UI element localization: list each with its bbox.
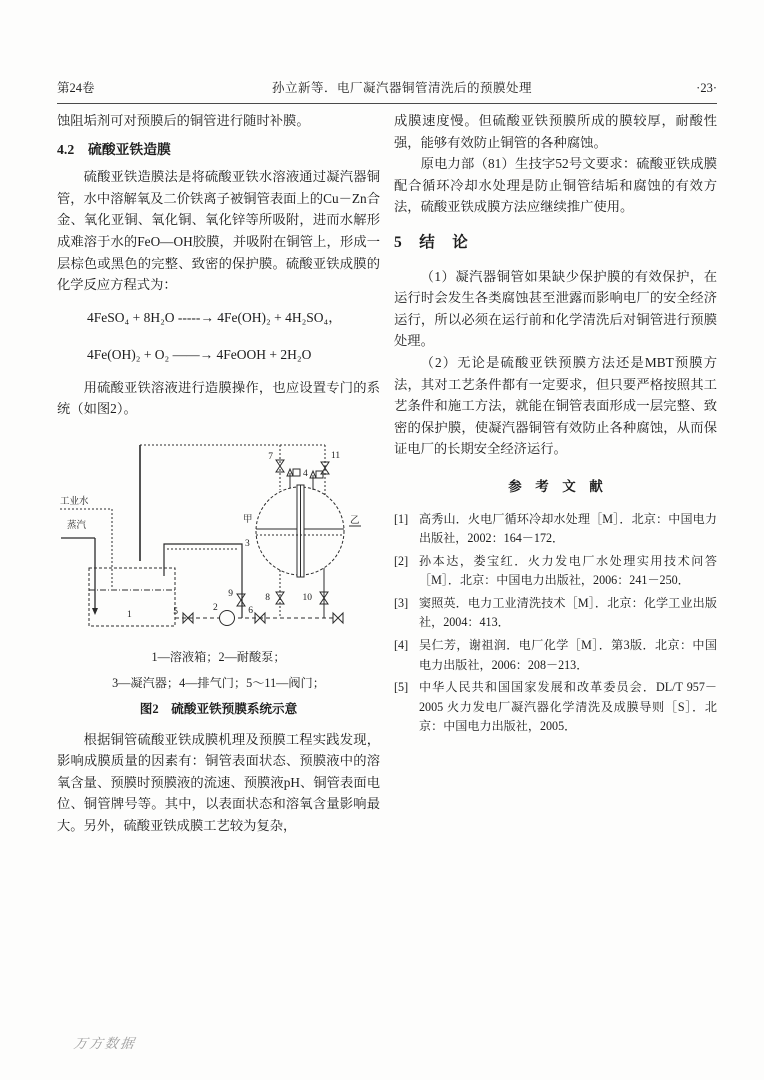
figure-legend-line2: 3—凝汽器；4—排气门；5～11—阀门； xyxy=(112,675,325,690)
label-valve-7: 7 xyxy=(268,451,273,462)
section-heading-4-2: 4.2 硫酸亚铁造膜 xyxy=(57,141,171,157)
left-paragraph-3: 根据铜管硫酸亚铁成膜机理及预膜工程实践发现，影响成膜质量的因素有：铜管表面状态、预膜液中的溶氧含量、预膜时预膜液的流速、预膜液pH、铜管表面电位、铜管牌号等。其中，以表面状态和溶氧含量影响最大。另外，硫酸亚铁成膜工艺较为复杂， xyxy=(57,731,380,833)
valve-9-icon xyxy=(237,594,245,606)
reference-item-4 xyxy=(394,636,717,675)
reference-item-1 xyxy=(394,510,717,549)
two-column-body xyxy=(57,110,717,837)
page-number: ·23· xyxy=(696,81,717,95)
reference-text: 孙本达，娄宝红．火力发电厂水处理实用技术问答［M］．北京：中国电力出版社，2006：241－250． xyxy=(419,553,717,588)
label-steam: 蒸汽 xyxy=(67,520,87,531)
pump-icon xyxy=(220,610,235,625)
vent-box-left-icon xyxy=(293,469,300,476)
running-title: 孙立新等．电厂凝汽器铜管清洗后的预膜处理 xyxy=(271,81,532,95)
label-side-b: 乙 xyxy=(350,515,360,526)
label-pump-2: 2 xyxy=(213,602,218,613)
left-paragraph-2: 用硫酸亚铁溶液进行造膜操作，也应设置专门的系统（如图2）。 xyxy=(57,379,380,417)
right-paragraph-1: 成膜速度慢。但硫酸亚铁预膜所成的膜较厚，耐酸性强，能够有效防止铜管的各种腐蚀。 xyxy=(394,113,717,150)
equation-2: 4Fe(OH)₂ + O₂ ——→ 4FeOOH + 2H₂O xyxy=(87,346,312,362)
label-valve-5: 5 xyxy=(173,606,178,617)
label-side-a: 甲 xyxy=(243,514,253,525)
solution-tank xyxy=(89,568,175,626)
reference-text: 吴仁芳，谢祖润．电厂化学［M］．第3版．北京：中国电力出版社，2006：208－213． xyxy=(419,638,717,672)
wanfang-watermark: 万方数据 xyxy=(72,1036,137,1051)
label-valve-6: 6 xyxy=(248,605,253,616)
preforming-system-diagram xyxy=(57,428,380,636)
right-paragraph-2: 原电力部（81）生技字52号文要求：硫酸亚铁成膜配合循环冷却水处理是防止铜管结垢和腐蚀的有效方法，硫酸亚铁成膜方法应继续推广使用。 xyxy=(394,156,717,215)
label-valve-9: 9 xyxy=(228,588,233,599)
left-paragraph-1: 硫酸亚铁造膜法是将硫酸亚铁水溶液通过凝汽器铜管，水中溶解氧及二价铁离子被铜管表面上的Cu－Zn合金、氧化亚铜、氧化铜、氧化锌等所吸附，进而水解形成难溶于水的FeO—OH胶膜，并吸附在铜管上，形成一层棕色或黑色的完整、致密的保护膜。硫酸亚铁成膜的化学反应方程式为： xyxy=(57,169,380,293)
reference-text: 中华人民共和国国家发展和改革委员会．DL/T 957－2005 火力发电厂凝汽器化学清洗及成膜导则［S］．北京：中国电力出版社，2005． xyxy=(419,680,717,734)
reference-item-5 xyxy=(394,678,717,737)
reference-text: 窦照英．电力工业清洗技术［M］．北京：化学工业出版社，2004：413． xyxy=(419,595,717,630)
reference-item-3 xyxy=(394,594,717,633)
steam-arrow-icon xyxy=(92,608,98,615)
volume-label: 第24卷 xyxy=(57,81,95,95)
references-heading: 参 考 文 献 xyxy=(508,478,603,494)
reference-item-2 xyxy=(394,552,717,591)
label-valve-10: 10 xyxy=(302,592,312,603)
label-industrial-water: 工业水 xyxy=(60,496,89,507)
pipe-steam xyxy=(61,538,95,608)
left-column xyxy=(57,110,380,837)
figure-legend-line1: 1—溶液箱；2—耐酸泵； xyxy=(151,649,286,664)
label-valve-8: 8 xyxy=(265,592,270,603)
label-valve-11: 11 xyxy=(331,450,341,461)
label-tank-1: 1 xyxy=(127,609,132,620)
conclusion-paragraph-1: （1）凝汽器铜管如果缺少保护膜的有效保护，在运行时会发生各类腐蚀甚至泄露而影响电厂的安全经济运行，所以必须在运行前和化学清洗后对铜管进行预膜处理。 xyxy=(394,268,717,349)
figure-caption: 图2 硫酸亚铁预膜系统示意 xyxy=(139,701,298,716)
right-column xyxy=(394,110,717,837)
reference-label: [4] xyxy=(394,638,409,653)
reference-label: [2] xyxy=(394,553,409,568)
valve-6-icon xyxy=(255,613,265,623)
figure-2 xyxy=(57,428,380,721)
reference-label: [1] xyxy=(394,511,409,526)
left-intro-line: 蚀阻垢剂可对预膜后的铜管进行随时补膜。 xyxy=(57,113,310,128)
label-vent-4: 4 xyxy=(303,468,308,479)
reference-label: [3] xyxy=(394,595,409,610)
label-condenser-3: 3 xyxy=(245,538,250,549)
valve-end-icon xyxy=(333,613,343,623)
reference-label: [5] xyxy=(394,680,409,695)
reference-text: 高秀山．火电厂循环冷却水处理［M］．北京：中国电力出版社，2002：164－172． xyxy=(419,511,717,546)
conclusion-paragraph-2: （2）无论是硫酸亚铁预膜方法还是MBT预膜方法，其对工艺条件都有一定要求，但只要严格按照其工艺条件和施工方法，就能在铜管表面形成一层完整、致密的保护膜，使凝汽器铜管有效防止各种腐蚀，从而保证电厂的长期安全经济运行。 xyxy=(394,354,717,457)
equation-1: 4FeSO₄ + 8H₂O -----→ 4Fe(OH)₂ + 4H₂SO₄， xyxy=(87,309,342,325)
valve-11-icon xyxy=(321,462,329,474)
section-heading-5: 5 结 论 xyxy=(394,233,469,251)
page-header xyxy=(57,78,717,104)
